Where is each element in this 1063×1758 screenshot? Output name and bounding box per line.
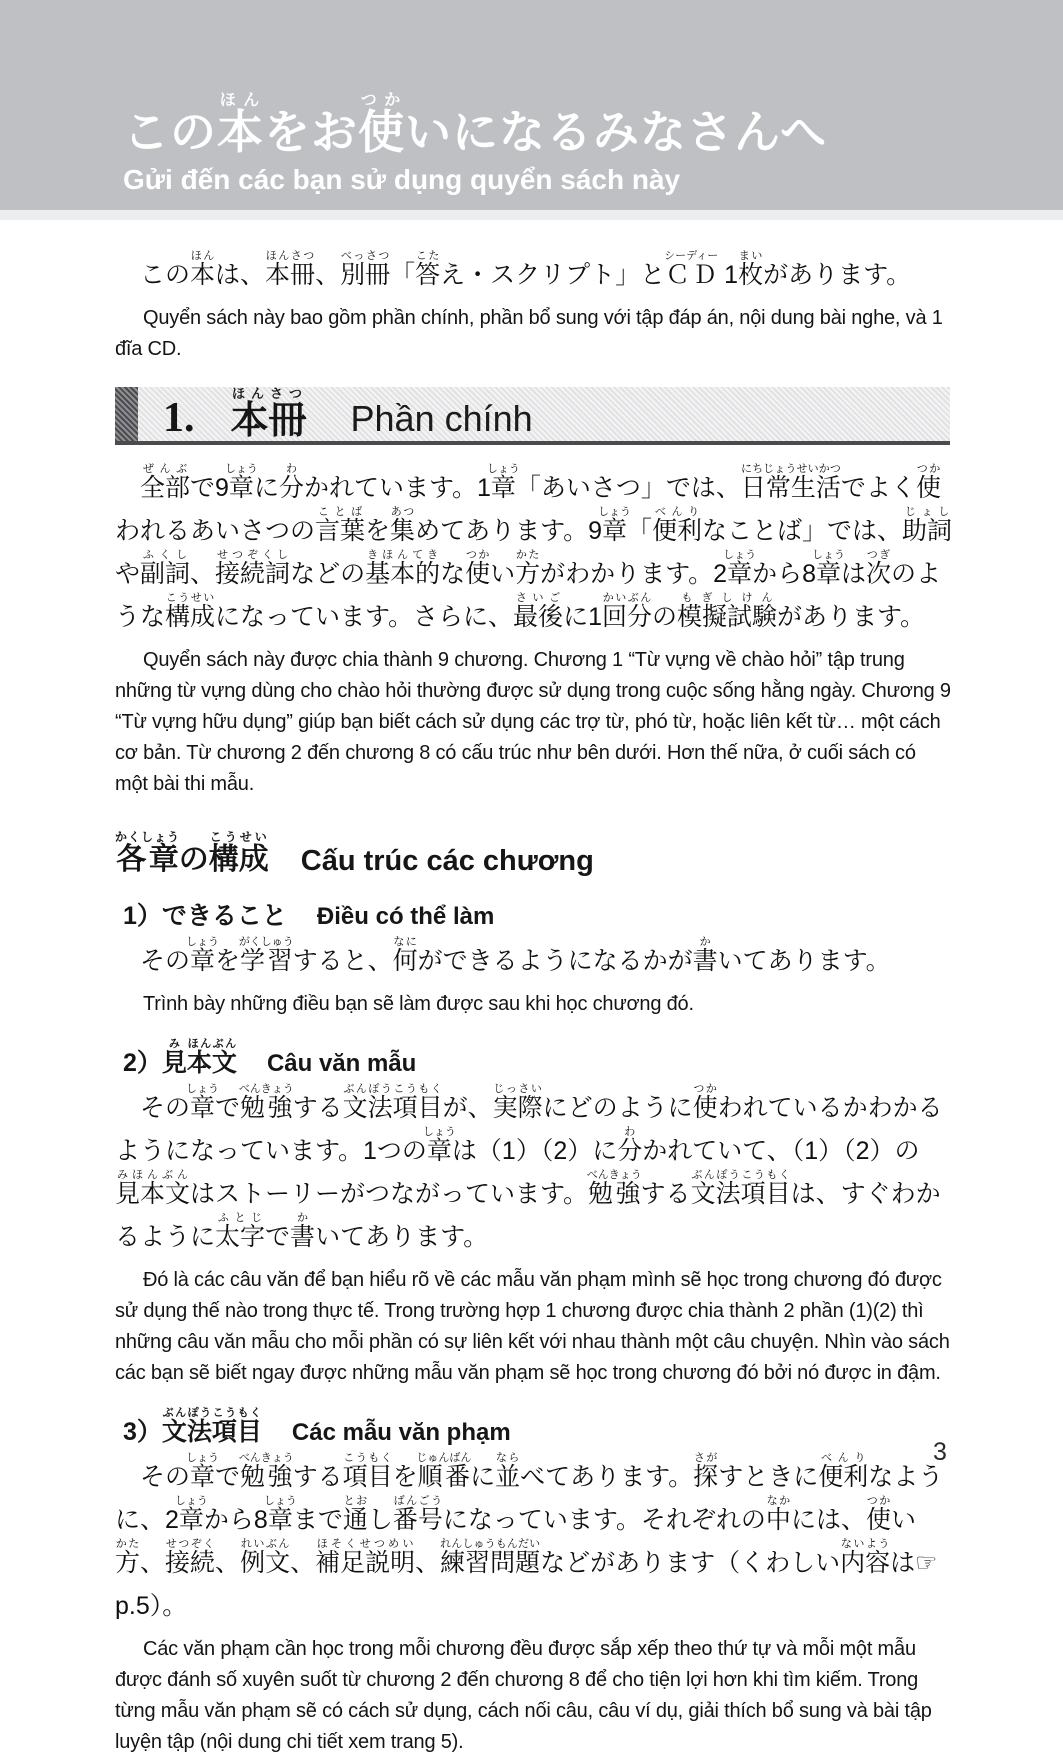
page-body — [0, 220, 1063, 1758]
structure-item-3-title-japanese: 文法項目ぶんぽうこうもく — [161, 1407, 262, 1446]
banner-divider-strip — [0, 210, 1063, 220]
structure-item-1-japanese-paragraph: その章しょうを学習がくしゅうすると、何なにができるようになるかが書かいてあります。 — [140, 936, 891, 975]
structure-heading-japanese: 各章かくしょうの構成こうせい — [115, 830, 269, 876]
structure-item-1-number: 1） — [123, 902, 162, 930]
structure-item-1-title-japanese: できること — [161, 902, 287, 930]
section-title-vietnamese: Phần chính — [350, 398, 533, 439]
intro-vietnamese-text: Quyển sách này bao gồm phần chính, phần bổ sung với tập đáp án, nội dung bài nghe, và 1 đĩa CD. — [115, 307, 943, 360]
structure-item-3-number: 3） — [123, 1418, 162, 1446]
structure-item-1-title — [123, 896, 953, 932]
structure-item-3-title-vietnamese: Các mẫu văn phạm — [291, 1419, 511, 1446]
section-1-header-bar — [115, 387, 950, 445]
structure-item-3-title — [123, 1407, 953, 1448]
structure-item-2-japanese-paragraph: その章しょうで勉強べんきょうする文法項目ぶんぽうこうもくが、実際じっさいにどのように使つかわれているかわかるようになっています。1つの章しょうは（1）（2）に分わかれていて、（1）（2）の見本文みほんぶんはストーリーがつながっています。勉強べんきょうする文法項目ぶんぽうこうもくは、すぐわかるように太字ふとじで書かいてあります。 — [115, 1083, 943, 1251]
structure-item-3-vietnamese-paragraph: Các văn phạm cần học trong mỗi chương đều được sắp xếp theo thứ tự và mỗi một mẫu được đánh số xuyên suốt từ chương 2 đến chương 8 để cho tiện lợi hơn khi tìm kiếm. Trong từng mẫu văn phạm sẽ có cách sử dụng, cách nối câu, câu ví dụ, giải thích bổ sung và bài tập luyện tập (nội dung chi tiết xem trang 5). — [115, 1638, 932, 1753]
page-banner — [0, 0, 1063, 210]
structure-item-1 — [115, 896, 953, 1020]
intro-japanese-text: この本ほんは、本冊ほんさつ、別冊べっさつ「答こたえ・スクリプト」とＣＤシーディー 1枚まいがあります。 — [140, 250, 912, 289]
chapter-structure-heading — [115, 830, 953, 878]
structure-item-2-number: 2） — [123, 1049, 162, 1077]
page-number: 3 — [933, 1438, 947, 1466]
section-title-japanese: 本冊ほんさつ — [230, 386, 307, 442]
structure-item-2-title-vietnamese: Câu văn mẫu — [266, 1050, 417, 1077]
structure-item-2 — [115, 1038, 953, 1389]
structure-item-1-title-vietnamese: Điều có thể làm — [316, 903, 495, 930]
structure-item-3 — [115, 1407, 953, 1758]
section-1-japanese-paragraph: 全部ぜんぶで9章しょうに分わかれています。1章しょう「あいさつ」では、日常生活にちじょうせいかつでよく使つかわれるあいさつの言葉ことばを集あつめてあります。9章しょう「便利べんりなことば」では、助詞じょしや副詞ふくし、接続詞せつぞくしなどの基本的きほんてきな使つかい方かたがわかります。2章しょうから8章しょうは次つぎのような構成こうせいになっています。さらに、最後さいごに1回分かいぶんの模擬試験もぎしけんがあります。 — [115, 463, 953, 631]
structure-item-2-title-japanese: 見み本文ほんぶん — [161, 1038, 237, 1077]
structure-item-1-vietnamese-paragraph: Trình bày những điều bạn sẽ làm được sau khi học chương đó. — [143, 993, 694, 1015]
structure-item-2-title — [123, 1038, 953, 1079]
structure-item-2-vietnamese-paragraph: Đó là các câu văn để bạn hiểu rõ về các mẫu văn phạm mình sẽ học trong chương đó được sử dụng thế nào trong thực tế. Trong trường hợp 1 chương được chia thành 2 phần (1)(2) thì những câu văn mẫu cho mỗi phần có sự liên kết với nhau thành một câu chuyện. Nhìn vào sách các bạn sẽ biết ngay được những mẫu văn phạm sẽ học trong chương đó bởi nó được in đậm. — [115, 1269, 950, 1384]
structure-item-3-japanese-paragraph: その章しょうで勉強べんきょうする項目こうもくを順番じゅんばんに並ならべてあります。探さがすときに便利べんりなように、2章しょうから8章しょうまで通とおし番号ばんごうになっています。それぞれの中なかには、使つかい方かた、接続せつぞく、例文れいぶん、補足説明ほそくせつめい、練習問題れんしゅうもんだいなどがあります（くわしい内容ないようは☞p.5）。 — [115, 1452, 944, 1620]
page-title-japanese: この本ほんをお使つかいになるみなさんへ — [123, 92, 828, 159]
section-marker-block — [115, 387, 138, 441]
section-number: 1. — [163, 395, 195, 441]
section-1-vietnamese-paragraph: Quyển sách này được chia thành 9 chương. Chương 1 “Từ vựng về chào hỏi” tập trung những từ vựng dùng cho chào hỏi thường được sử dụng trong cuộc sống hằng ngày. Chương 9 “Từ vựng hữu dụng” giúp bạn biết cách sử dụng các trợ từ, phó từ, hoặc liên kết từ… một cách cơ bản. Từ chương 2 đến chương 8 có cấu trúc như bên dưới. Hơn thế nữa, ở cuối sách có một bài thi mẫu. — [115, 649, 951, 795]
structure-heading-vietnamese: Cấu trúc các chương — [300, 845, 594, 877]
page-title-vietnamese: Gửi đến các bạn sử dụng quyển sách này — [123, 164, 681, 195]
